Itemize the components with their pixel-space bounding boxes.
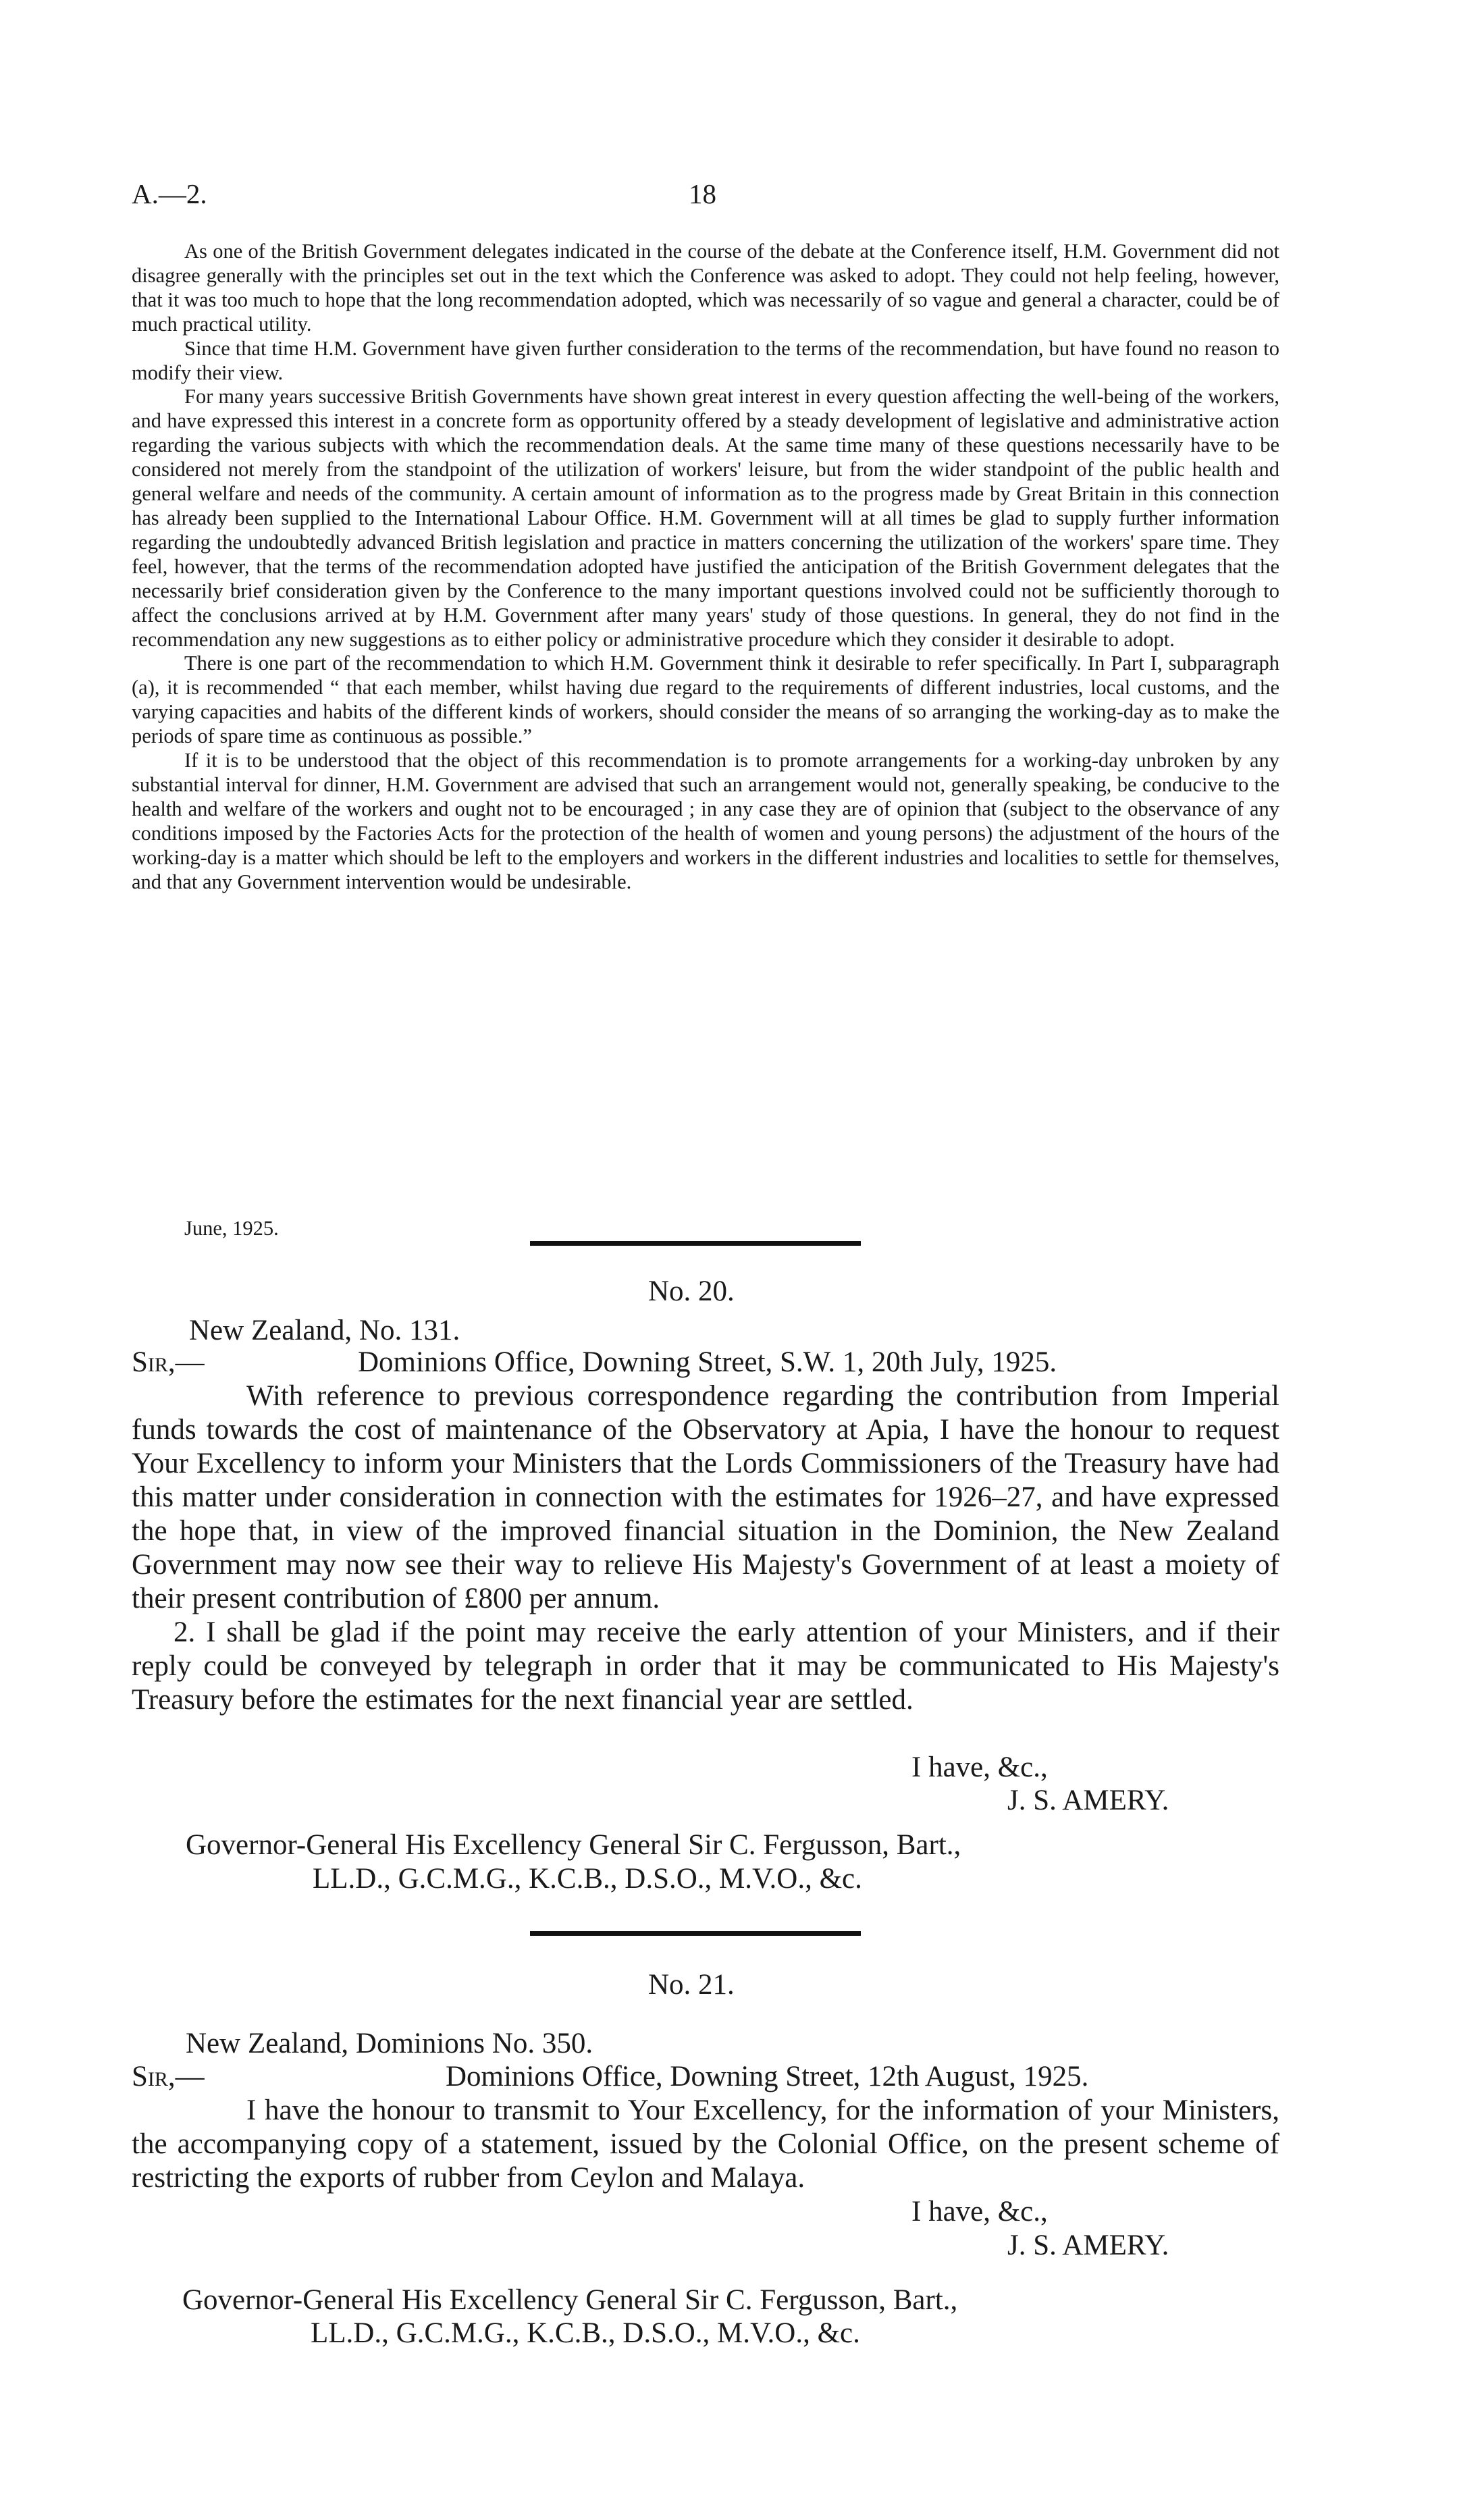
paragraph: If it is to be understood that the object of this recommendation is to promote arrangements for a working-day unbroken by any substantial interval for dinner, H.M. Government are advised that such an arrangement would not, generally speaking, be conducive to the health and welfare of the workers and ought not to be encouraged ; in any case they are of opinion that (subject to the observance of any conditions imposed by the Factories Acts for the protection of the health of women and young persons) the adjustment of the hours of the working-day is a matter which should be left to the employers and workers in the different industries and localities to settle for themselves, and that any Government intervention would be undesirable. [132,749,1279,893]
letter-number-heading: No. 21. [648,1969,735,2001]
paragraph: There is one part of the recommendation to which H.M. Government think it desirable to refer specifically. In Part I, subparagraph (a), it is recommended “ that each member, whilst having due regard to the requirements of different industries, local customs, and the varying capacities and habits of the different kinds of workers, should consider the means of so arranging the working-day as to make the periods of spare time as continuous as possible.” [132,652,1279,748]
addressee-honours: LL.D., G.C.M.G., K.C.B., D.S.O., M.V.O., &c. [311,2317,860,2349]
section-divider [530,1931,861,1936]
salutation: Sir,— [132,1346,205,1378]
sender-address: Dominions Office, Downing Street, S.W. 1, 20th July, 1925. [358,1346,1057,1378]
page-number: 18 [689,178,716,209]
paragraph: As one of the British Government delegates indicated in the course of the debate at the Conference itself, H.M. Government did not disagree generally with the principles set out in the text which the Conference was asked to adopt. They could not help feeling, however, that it was too much to hope that the long recommendation adopted, which was necessarily of so vague and general a character, could be of much practical utility. [132,240,1279,336]
signature: J. S. AMERY. [1007,2230,1169,2261]
paragraph: With reference to previous correspondence regarding the contribution from Imperial funds towards the cost of maintenance of the Observatory at Apia, I have the honour to request Your Excellency to inform your Ministers that the Lords Commissioners of the Treasury have had this matter under consideration in connection with the estimates for 1926–27, and have expressed the hope that, in view of the improved financial situation in the Dominion, the New Zealand Government may now see their way to relieve His Majesty's Government of at least a moiety of their present contribution of £800 per annum. [132,1380,1279,1614]
section-date: June, 1925. [184,1217,279,1240]
addressee-honours: LL.D., G.C.M.G., K.C.B., D.S.O., M.V.O., &c. [313,1863,862,1895]
paragraph: Since that time H.M. Government have given further consideration to the terms of the recommendation, but have found no reason to modify their view. [132,336,1279,384]
signature: J. S. AMERY. [1007,1785,1169,1816]
section-divider [530,1241,861,1246]
letter-reference: New Zealand, No. 131. [189,1315,460,1346]
addressee: Governor-General His Excellency General Sir C. Fergusson, Bart., [182,2284,958,2316]
paragraph: 2. I shall be glad if the point may receive the early attention of your Ministers, and if their reply could be conveyed by telegraph in order that it may be communicated to His Majesty's Treasury before the estimates for the next financial year are settled. [132,1616,1279,1716]
closing: I have, &c., [911,1751,1048,1783]
salutation: Sir,— [132,2061,205,2092]
paragraph: I have the honour to transmit to Your Excellency, for the information of your Ministers, the accompanying copy of a statement, issued by the Colonial Office, on the present scheme of restricting the exports of rubber from Ceylon and Malaya. [132,2094,1279,2194]
letter-reference: New Zealand, Dominions No. 350. [186,2028,593,2059]
letter-body [132,1379,1279,1717]
sender-address: Dominions Office, Downing Street, 12th August, 1925. [446,2061,1089,2092]
document-reference: A.—2. [132,178,207,209]
letter-body [132,2094,1279,2195]
section-continued-text [132,240,1279,894]
closing: I have, &c., [911,2196,1048,2227]
paragraph: For many years successive British Governments have shown great interest in every question affecting the well-being of the workers, and have expressed this interest in a concrete form as opportunity offered by a steady development of legislative and administrative action regarding the various subjects with which the recommendation deals. At the same time many of these questions necessarily have to be considered not merely from the standpoint of the utilization of workers' leisure, but from the wider standpoint of the public health and general welfare and needs of the community. A certain amount of information as to the progress made by Great Britain in this connection has already been supplied to the International Labour Office. H.M. Government will at all times be glad to supply further information regarding the undoubtedly advanced British legislation and practice in matters concerning the utilization of the workers' spare time. They feel, however, that the terms of the recommendation adopted have justified the anticipation of the British Government delegates that the necessarily brief consideration given by the Conference to the many important questions involved could not be sufficiently thorough to affect the conclusions arrived at by H.M. Government after many years' study of those questions. In general, they do not find in the recommendation any new suggestions as to either policy or administrative procedure which they consider it desirable to adopt. [132,385,1279,651]
letter-number-heading: No. 20. [648,1275,735,1307]
addressee: Governor-General His Excellency General Sir C. Fergusson, Bart., [186,1829,961,1861]
